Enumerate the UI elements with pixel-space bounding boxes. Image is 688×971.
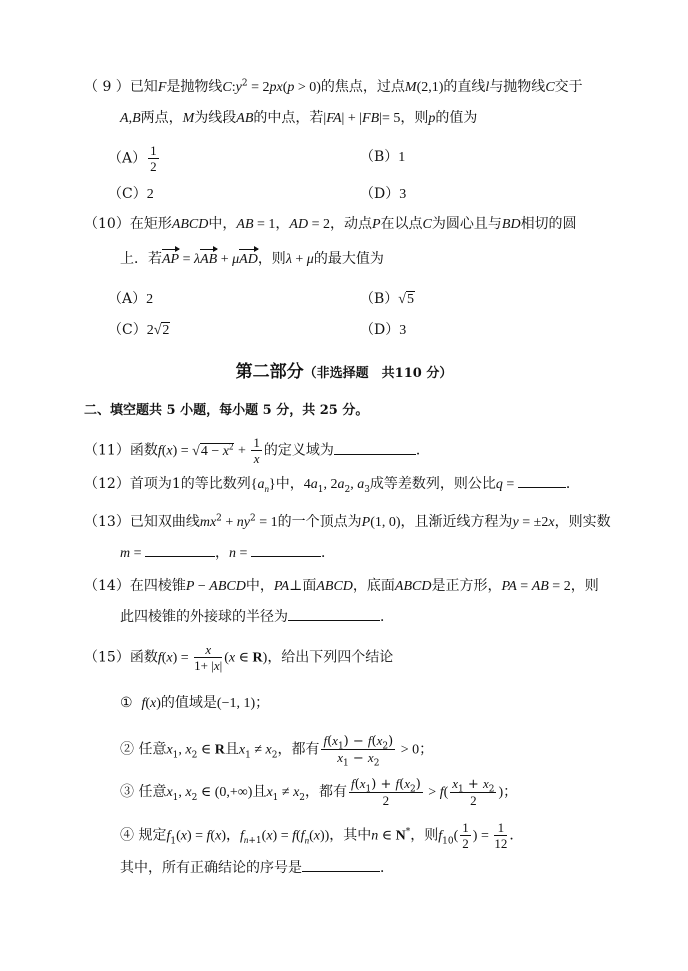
q10-option-b: （B）√5: [360, 291, 414, 307]
q10-option-a: （A）2: [108, 291, 154, 307]
q13-line1: （13）已知双曲线$mx^2 + ny^2 = 1$的一个顶点为P(1, 0)，且渐近线方程为y = ±2x，则实数: [84, 513, 611, 530]
q15-item2: ② 任意$x_1$, $x_2$ ∈ R且$x_1 \ne x_2$，都有 $\frac{f(x_1) - f(x_2)}{x_1 - x_2}$ > 0；: [120, 733, 434, 769]
q15-item1: ① f(x)的值域是(−1, 1)；: [120, 695, 270, 711]
q10-option-c: （C）2√2: [108, 322, 170, 338]
q9-option-d: （D）3: [360, 186, 407, 202]
q10-line2: 上．若AP = λAB + μAD，则λ + μ的最大值为: [120, 249, 384, 270]
q15-final: 其中，所有正确结论的序号是 ．: [120, 860, 394, 876]
q15-stem: （15）函数f(x) = $\frac{x}{1+ |x|}$ (x ∈ R)，给出下列四个结论: [84, 642, 394, 673]
q9-line1: （ 9 ）已知F是抛物线$C:y^2 = 2px(p > 0)$的焦点，过点M(2,1)的直线l与抛物线C交于: [84, 78, 583, 95]
q9-option-c: （C）2: [108, 186, 154, 202]
section2-heading: 二、填空题共 5 小题，每小题 5 分，共 25 分。: [84, 403, 369, 418]
q14-line2: 此四棱锥的外接球的半径为 ．: [120, 609, 394, 625]
q11: （11）函数$f(x) = √4 - x^2$ + $\frac{1}{x}$ 的定义域为 ．: [84, 435, 430, 466]
q10-line1: （10）在矩形ABCD中，AB = 1，AD = 2，动点P在以点C为圆心且与BD相切的圆: [84, 216, 577, 232]
q9-line2: A,B两点，M为线段AB的中点，若|FA| + |FB|= 5，则p的值为: [120, 110, 478, 126]
q9-option-b: （B）1: [360, 149, 406, 165]
q15-item3: ③ 任意$x_1$, $x_2$ ∈ (0,+∞)且$x_1 \ne x_2$，都有 $\frac{f(x_1) + f(x_2)}{2}$ > f( $\frac{x_1 + x_2}{2}$ )；: [120, 776, 518, 808]
q12: （12）首项为1的等比数列$\{a_n\}$中，$4a_1$, $2a_2$, $a_3$成等差数列，则公比q = ．: [84, 476, 580, 495]
q13-line2: m = ，n = ．: [120, 545, 335, 561]
q10-option-d: （D）3: [360, 322, 407, 338]
q15-item4: ④ 规定$f_1(x) = f(x)$，$f_{n+1}(x) = f(f_n(x))$，其中n ∈ N*，则$f_{10}$( $\frac{1}{2}$ ) = $\frac{1}{12}$ ．: [120, 820, 524, 851]
q9-option-a: （A） $\frac{1}{2}$: [108, 143, 157, 174]
q14-line1: （14）在四棱锥P − ABCD中，PA⊥面ABCD，底面ABCD是正方形，PA = AB = 2，则: [84, 578, 599, 594]
part2-title: 第二部分（非选择题 共110 分）: [235, 362, 453, 382]
